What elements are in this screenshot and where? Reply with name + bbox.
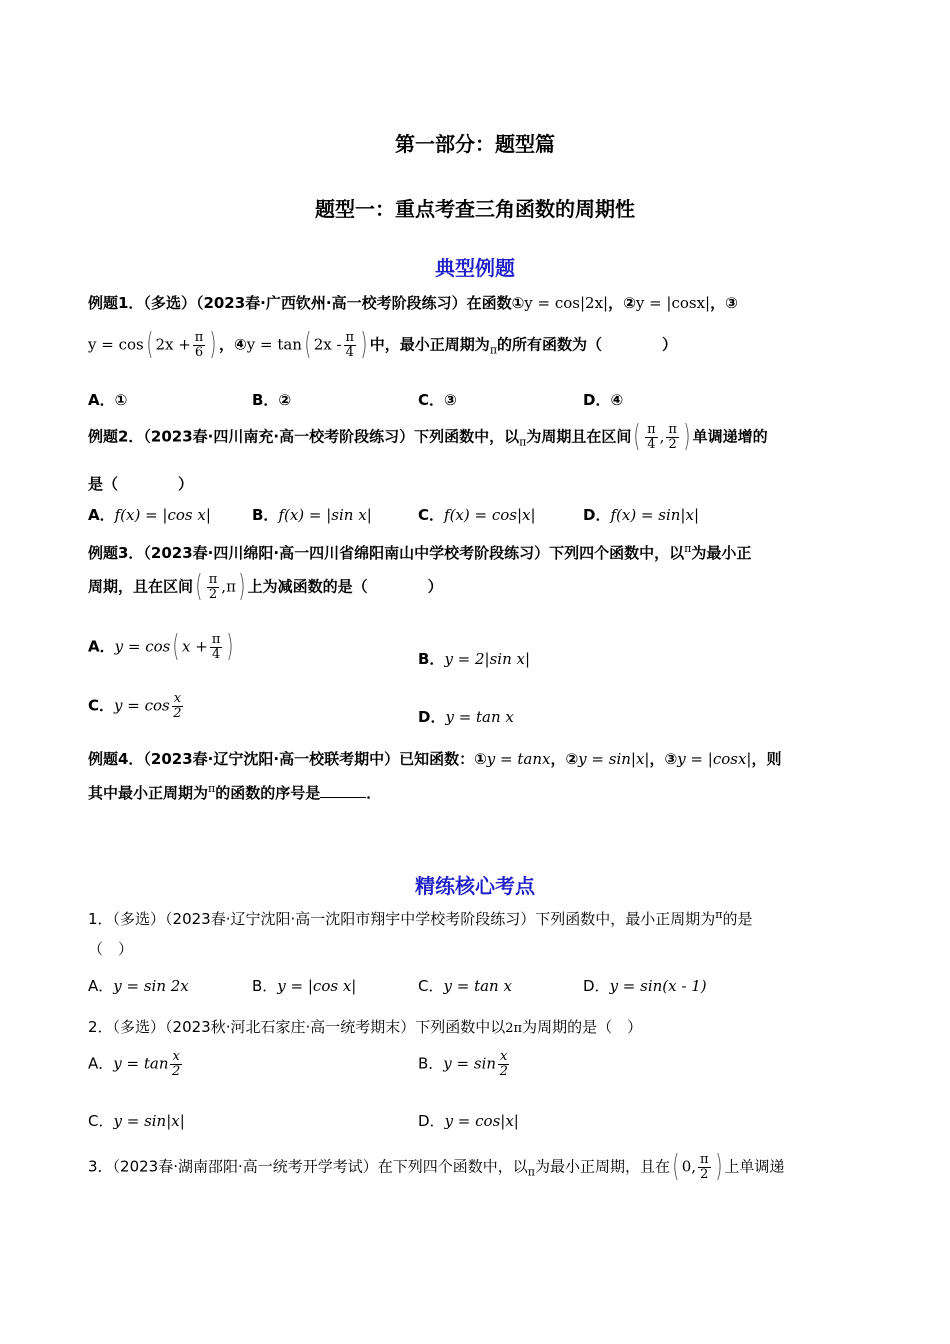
option-c: C．f(x) = cos|x| xyxy=(418,506,536,524)
option-d: D．y = tan x xyxy=(418,708,514,726)
section-title-examples: 典型例题 xyxy=(435,256,515,280)
example-1-stem-cont: y = cos( 2x + $\frac{\pi}{6}$ ) ，④y = tan( 2x - $\frac{\pi}{4}$ ) 中，最小正周期为$_\pi$的所有函数为（ ） xyxy=(88,327,678,362)
example-3-stem: 例题3．（2023春·四川绵阳·高一四川省绵阳南山中学校考阶段练习）下列四个函数中，以$^\pi$为最小正 xyxy=(88,542,752,562)
formula: y = |cosx| xyxy=(635,294,711,312)
option-b: B．y = |cos x| xyxy=(252,977,357,995)
question-2-stem: 2．（多选）（2023秋·河北石家庄·高一统考期末）下列函数中以2π为周期的是（ ） xyxy=(88,1018,643,1036)
option-d: D．y = sin(x - 1) xyxy=(583,977,707,995)
section-title-practice: 精练核心考点 xyxy=(415,874,535,898)
option-a: A．y = sin 2x xyxy=(88,977,189,995)
part-title: 第一部分：题型篇 xyxy=(395,132,555,156)
option-d: D．④ xyxy=(583,391,624,409)
option-a: A．y = cos( x + $\frac{\pi}{4}$ ) xyxy=(88,629,234,664)
option-c: C．y = cos $\frac{x}{2}$ xyxy=(88,691,182,721)
option-d: D．y = cos|x| xyxy=(418,1112,519,1130)
formula: y = cos|2x| xyxy=(524,294,609,312)
type-title: 题型一：重点考查三角函数的周期性 xyxy=(315,197,635,221)
option-c: C．③ xyxy=(418,391,457,409)
example-1-stem: 例题1．（多选）（2023春·广西钦州·高一校考阶段练习）在函数①y = cos|2x|，②y = |cosx|，③ xyxy=(88,294,738,312)
question-1-stem-cont: （ ） xyxy=(88,940,134,958)
example-2-stem-cont: 是（ ） xyxy=(88,475,194,493)
option-b: B．② xyxy=(252,391,292,409)
example-4-stem-cont: 其中最小正周期为$^\pi$的函数的序号是 ． xyxy=(88,782,382,802)
option-b: B．y = 2|sin x| xyxy=(418,650,531,668)
option-b: B．f(x) = |sin x| xyxy=(252,506,372,524)
example-4-stem: 例题4．（2023春·辽宁沈阳·高一校联考期中）已知函数：①y = tanx，②y = sin|x|，③y = |cosx|，则 xyxy=(88,750,782,768)
option-a: A．y = tan $\frac{x}{2}$ xyxy=(88,1049,181,1079)
question-3-stem: 3．（2023春·湖南邵阳·高一统考开学考试）在下列四个函数中，以$_\pi$为最小正周期，且在( 0, $\frac{\pi}{2}$ ) 上单调递 xyxy=(88,1149,785,1184)
option-d: D．f(x) = sin|x| xyxy=(583,506,699,524)
example-2-stem: 例题2．（2023春·四川南充·高一校考阶段练习）下列函数中，以$_\pi$为周期且在区间( $\frac{\pi}{4}$ , $\frac{\pi}{2}$ ) 单调递增的 xyxy=(88,419,768,454)
option-c: C．y = tan x xyxy=(418,977,512,995)
option-c: C．y = sin|x| xyxy=(88,1112,185,1130)
option-a: A．f(x) = |cos x| xyxy=(88,506,211,524)
option-a: A．① xyxy=(88,391,128,409)
answer-blank[interactable] xyxy=(320,797,366,798)
example-3-stem-cont: 周期，且在区间( $\frac{\pi}{2}$ ,π) 上为减函数的是（ ） xyxy=(88,569,443,604)
question-1-stem: 1．（多选）（2023春·辽宁沈阳·高一沈阳市翔宇中学校考阶段练习）下列函数中，最小正周期为$^\pi$的是 xyxy=(88,908,753,928)
option-b: B．y = sin $\frac{x}{2}$ xyxy=(418,1049,508,1079)
